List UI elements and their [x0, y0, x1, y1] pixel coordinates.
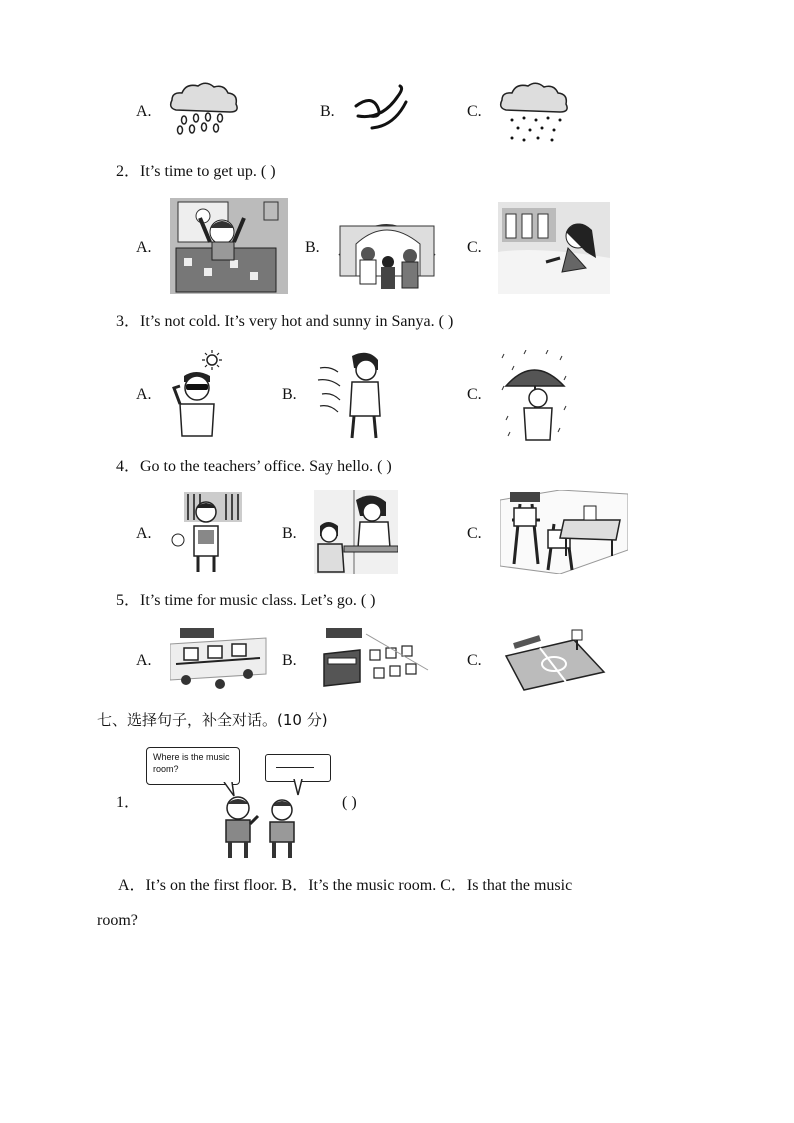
q3-option-c-label: C.	[467, 386, 482, 403]
rain-umbrella-icon	[498, 350, 570, 442]
snow-cloud-icon	[498, 80, 572, 144]
section-7-q1-number: 1．	[116, 794, 141, 811]
speech-bubble-answer-blank	[265, 754, 331, 782]
speech-bubble-question	[146, 747, 240, 785]
teacher-office-greeting-icon	[314, 490, 398, 574]
library-teacher-icon	[168, 490, 244, 574]
girl-outdoors-icon	[498, 202, 610, 294]
q5-question: 5．It’s time for music class. Let’s go. ( )	[116, 592, 376, 609]
q2-option-b-label: B.	[305, 239, 320, 256]
section-7-q1-choices-continued: room?	[97, 912, 138, 929]
section-7-heading: 七、选择句子，补全对话。(10 分)	[97, 711, 328, 729]
q4-question: 4．Go to the teachers’ office. Say hello. ( )	[116, 458, 392, 475]
two-boys-talking-icon	[216, 794, 306, 860]
q2-option-c-label: C.	[467, 239, 482, 256]
q5-option-b-label: B.	[282, 652, 297, 669]
q1-option-a-label: A.	[136, 103, 152, 120]
q3-option-b-label: B.	[282, 386, 297, 403]
art-room-easels-icon	[500, 490, 628, 574]
q1-option-c-label: C.	[467, 103, 482, 120]
q2-question: 2．It’s time to get up. ( )	[116, 163, 276, 180]
music-room-piano-icon	[320, 624, 430, 692]
answer-blank-line	[276, 767, 314, 768]
rain-cloud-icon	[166, 80, 242, 138]
q1-option-b-label: B.	[320, 103, 335, 120]
q3-option-a-label: A.	[136, 386, 152, 403]
q4-option-a-label: A.	[136, 525, 152, 542]
wind-icon	[352, 84, 412, 136]
windy-woman-icon	[316, 346, 388, 440]
section-7-q1-choices: A．It’s on the first floor. B．It’s the music room. C．Is that the music	[118, 877, 573, 894]
bubble-text-line-2: room?	[153, 764, 179, 774]
basketball-court-icon	[504, 626, 606, 692]
q3-question: 3．It’s not cold. It’s very hot and sunny in Sanya. ( )	[116, 313, 454, 330]
sunny-sunglasses-boy-icon	[168, 350, 230, 438]
bubble-text-line-1: Where is the music	[153, 752, 230, 762]
computer-room-icon	[170, 624, 268, 692]
q4-option-c-label: C.	[467, 525, 482, 542]
q5-option-c-label: C.	[467, 652, 482, 669]
section-7-q1-blank: ( )	[342, 794, 357, 811]
school-gate-crowd-icon	[336, 196, 438, 294]
boy-waking-up-icon	[170, 198, 288, 294]
q4-option-b-label: B.	[282, 525, 297, 542]
q2-option-a-label: A.	[136, 239, 152, 256]
q5-option-a-label: A.	[136, 652, 152, 669]
